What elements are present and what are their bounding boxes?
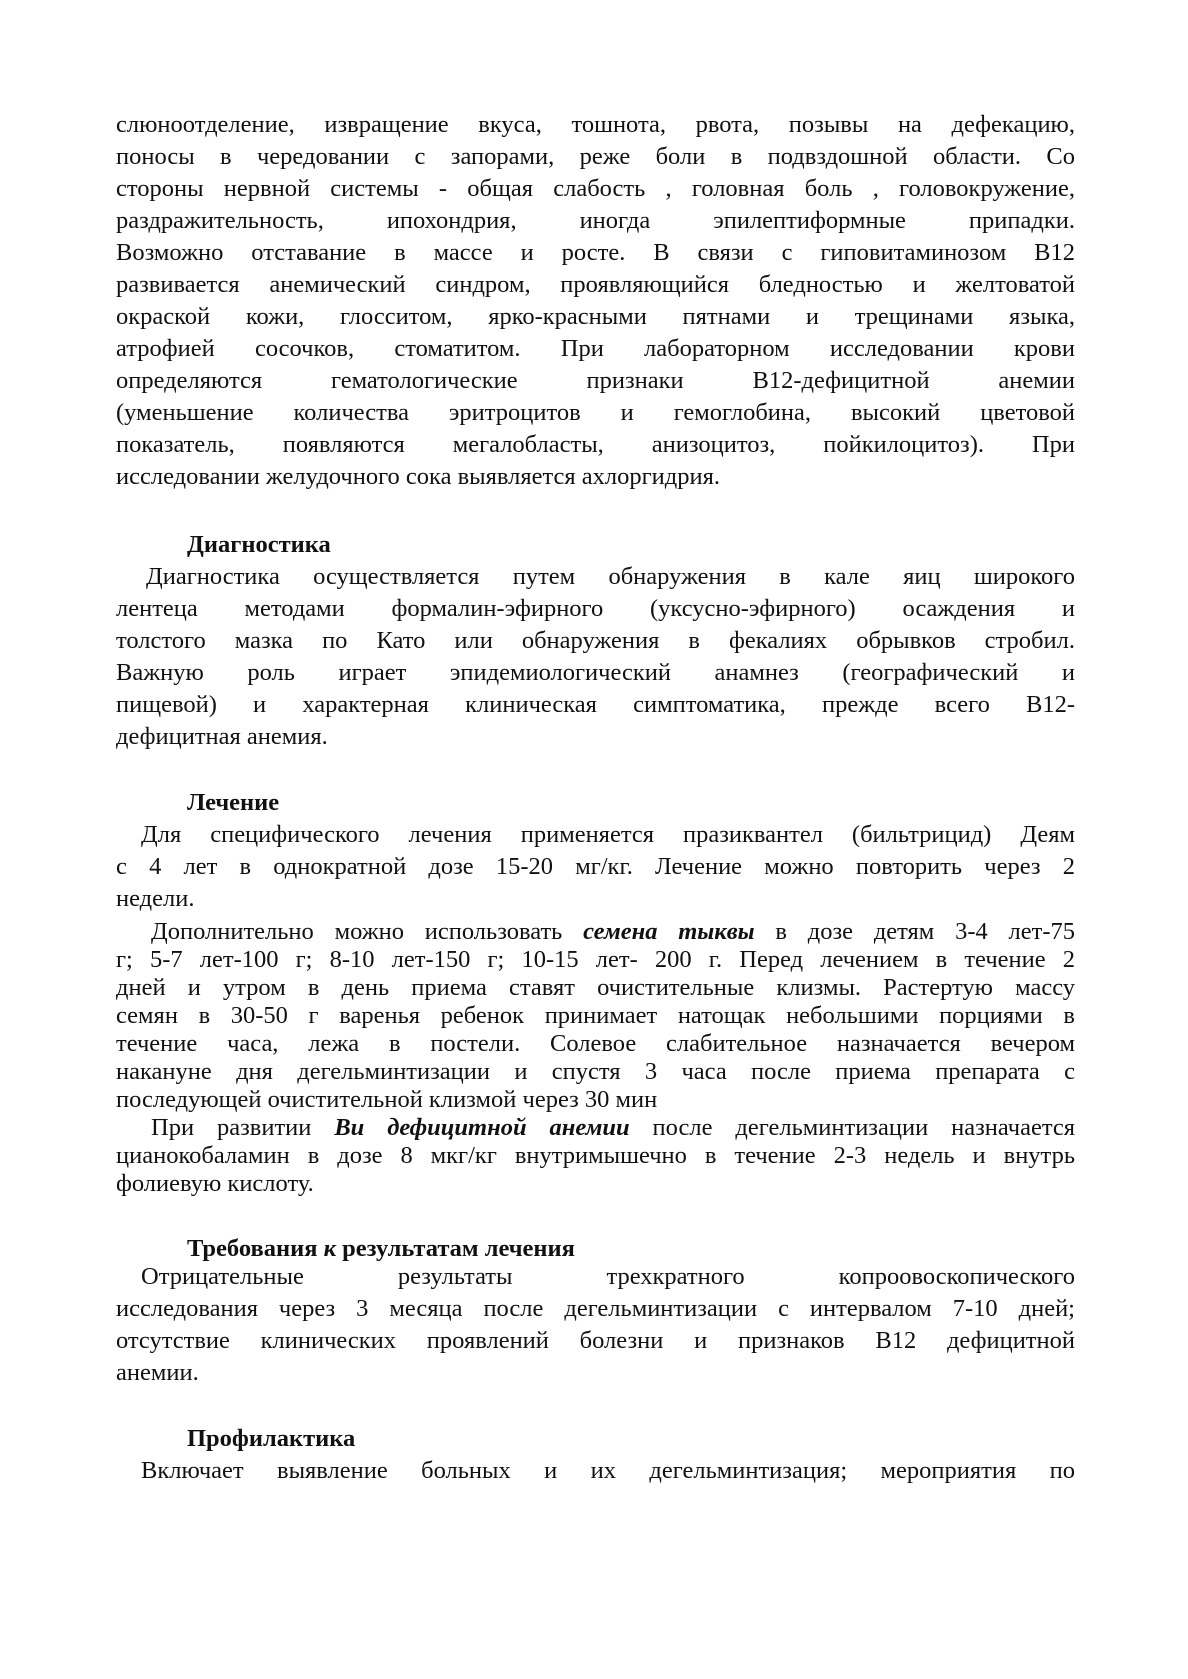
treatment-line: г; 5-7 лет-100 г; 8-10 лет-150 г; 10-15 лет- 200 г. Перед лечением в течение 2 [116,946,1075,973]
treatment-line: течение часа, лежа в постели. Солевое слабительное назначается вечером [116,1030,1075,1057]
emphasis-deficiency-anemia: Ви дефицитной анемии [334,1114,630,1141]
intro-line: поносы в чередовании с запорами, реже боли в подвздошной области. Со [116,143,1075,170]
intro-line: показатель, появляются мегалобласты, анизоцитоз, пойкилоцитоз). При [116,431,1075,458]
diagnostics-line: лентеца методами формалин-эфирного (уксусно-эфирного) осаждения и [116,595,1075,622]
intro-line: окраской кожи, глосситом, ярко-красными пятнами и трещинами языка, [116,303,1075,330]
treatment-line [151,1113,1075,1143]
requirements-line: анемии. [116,1359,199,1386]
requirements-line: отсутствие клинических проявлений болезни и признаков В12 дефицитной [116,1327,1075,1354]
intro-line: Возможно отставание в массе и росте. В связи с гиповитаминозом В12 [116,239,1075,266]
treatment-line: дней и утром в день приема ставят очистительные клизмы. Растертую массу [116,974,1075,1001]
treatment-text: после дегельминтизации назначается [629,1114,1075,1141]
requirements-line: исследования через 3 месяца после дегельминтизации с интервалом 7-10 дней; [116,1295,1075,1322]
requirements-line: Отрицательные результаты трехкратного копроовоскопического [141,1263,1075,1290]
intro-line: (уменьшение количества эритроцитов и гемоглобина, высокий цветовой [116,399,1075,426]
emphasis-pumpkin-seeds: семена тыквы [583,918,755,945]
prophylaxis-line: Включает выявление больных и их дегельминтизация; мероприятия по [141,1457,1075,1484]
treatment-line: семян в 30-50 г варенья ребенок принимает натощак небольшими порциями в [116,1002,1075,1029]
diagnostics-line: Важную роль играет эпидемиологический анамнез (географический и [116,659,1075,686]
treatment-line: цианокобаламин в дозе 8 мкг/кг внутримышечно в течение 2-3 недель и внутрь [116,1142,1075,1169]
intro-line: исследовании желудочного сока выявляется ахлоргидрия. [116,463,720,490]
treatment-line [151,917,1075,947]
intro-line: раздражительность, ипохондрия, иногда эпилептиформные припадки. [116,207,1075,234]
treatment-line: накануне дня дегельминтизации и спустя 3 часа после приема препарата с [116,1058,1075,1085]
treatment-text: При развитии [151,1114,335,1141]
treatment-text: в дозе детям 3-4 лет-75 [754,918,1075,945]
treatment-line: фолиевую кислоту. [116,1170,314,1197]
treatment-line: последующей очистительной клизмой через 30 мин [116,1086,658,1113]
treatment-line: Для специфического лечения применяется празиквантел (бильтрицид) Деям [141,821,1075,848]
heading-text: Требования [187,1235,324,1262]
heading-text: результатам лечения [336,1235,575,1262]
diagnostics-line: толстого мазка по Като или обнаружения в фекалиях обрывков стробил. [116,627,1075,654]
intro-line: слюноотделение, извращение вкуса, тошнота, рвота, позывы на дефекацию, [116,111,1075,138]
treatment-line: с 4 лет в однократной дозе 15-20 мг/кг. Лечение можно повторить через 2 [116,853,1075,880]
diagnostics-line: пищевой) и характерная клиническая симптоматика, прежде всего В12- [116,691,1075,718]
section-heading-diagnostics: Диагностика [187,531,331,558]
diagnostics-line: Диагностика осуществляется путем обнаружения в кале яиц широкого [146,563,1075,590]
heading-text: к [323,1235,336,1262]
intro-line: определяются гематологические признаки В12-дефицитной анемии [116,367,1075,394]
intro-line: развивается анемический синдром, проявляющийся бледностью и желтоватой [116,271,1075,298]
section-heading-treatment: Лечение [187,789,280,816]
diagnostics-line: дефицитная анемия. [116,723,328,750]
section-heading-prophylaxis: Профилактика [187,1425,356,1452]
treatment-text: Дополнительно можно использовать [151,918,584,945]
treatment-line: недели. [116,885,195,912]
intro-line: стороны нервной системы - общая слабость , головная боль , головокружение, [116,175,1075,202]
section-heading-requirements [187,1234,575,1264]
intro-line: атрофией сосочков, стоматитом. При лабораторном исследовании крови [116,335,1075,362]
